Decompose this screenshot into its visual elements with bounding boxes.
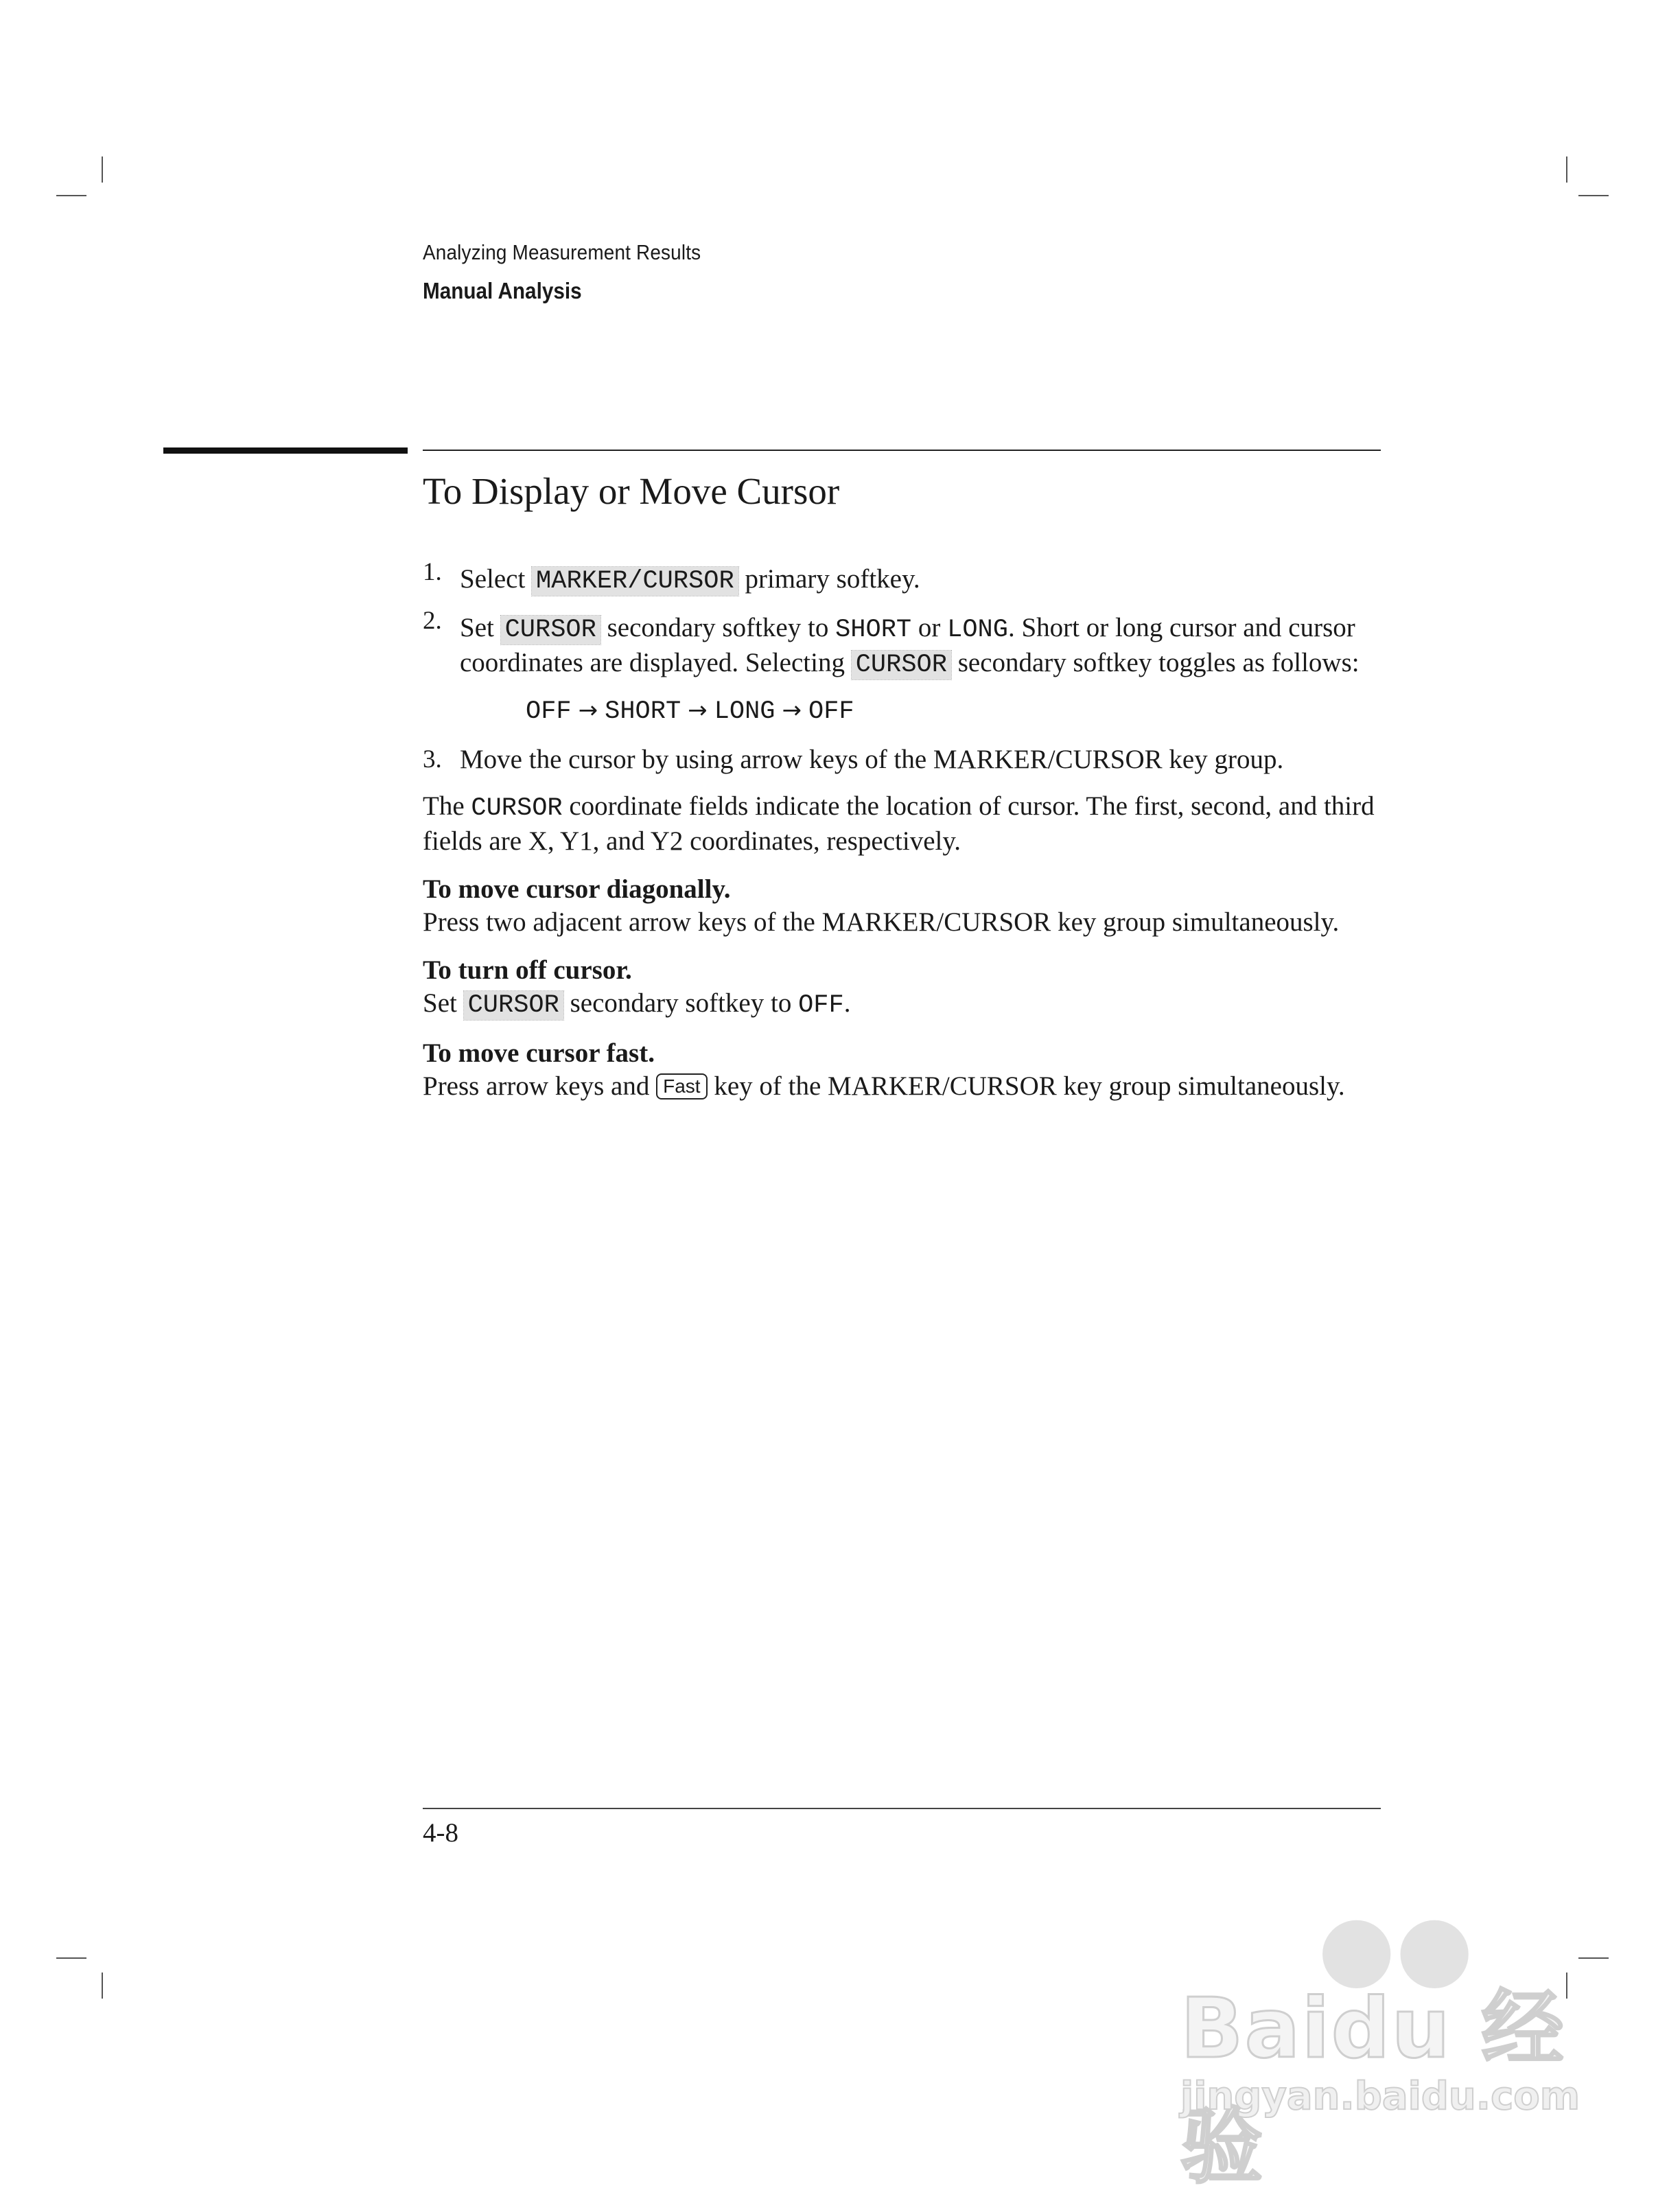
tip-text-part: . <box>843 988 851 1018</box>
watermark-brand: Baidu 经验 <box>1180 1981 1565 2195</box>
crop-mark <box>1578 195 1609 196</box>
crop-mark <box>102 1973 103 1999</box>
short-option: SHORT <box>835 616 912 644</box>
step-text: primary softkey. <box>745 564 920 594</box>
coordinate-description <box>423 790 1397 858</box>
tip-diagonal <box>423 873 1397 939</box>
step-text: Move the cursor by using arrow keys of the MARKER/CURSOR key group. <box>460 745 1284 774</box>
tip-text-part: Press arrow keys and <box>423 1071 650 1101</box>
crop-mark <box>1566 156 1567 183</box>
right-arrow-icon: → <box>782 697 802 724</box>
cursor-softkey[interactable]: CURSOR <box>852 651 951 679</box>
tip-fast <box>423 1037 1397 1103</box>
tip-text <box>423 1070 1397 1103</box>
long-option: LONG <box>947 616 1008 644</box>
tip-title: To move cursor diagonally. <box>423 874 731 904</box>
procedure-body <box>423 558 1397 1103</box>
cursor-softkey[interactable]: CURSOR <box>501 616 600 644</box>
tip-title: To turn off cursor. <box>423 955 632 985</box>
page-title: To Display or Move Cursor <box>423 470 840 512</box>
tip-text <box>423 987 1397 1022</box>
running-header-subsection: Manual Analysis <box>423 278 582 303</box>
step-text: secondary softkey to <box>607 613 829 642</box>
footer-rule <box>423 1808 1381 1809</box>
page-number: 4-8 <box>423 1818 458 1848</box>
right-arrow-icon: → <box>578 697 598 724</box>
toggle-sequence <box>526 694 1397 728</box>
tip-text-part: key of the MARKER/CURSOR key group simultaneously. <box>714 1071 1345 1101</box>
step-text: secondary softkey toggles as follows: <box>957 648 1360 677</box>
marker-cursor-softkey[interactable]: MARKER/CURSOR <box>532 567 738 596</box>
crop-mark <box>102 156 103 183</box>
crop-mark <box>56 195 86 196</box>
step-2 <box>423 607 1397 728</box>
toggle-state: OFF <box>526 697 572 726</box>
right-arrow-icon: → <box>688 697 708 724</box>
para-text: coordinate fields indicate the location of cursor. The first, second, and third fields are X, Y1, and Y2 coordinates, respectively. <box>423 791 1375 856</box>
step-number: 2. <box>423 607 442 635</box>
step-text: or <box>918 613 941 642</box>
step-number: 1. <box>423 558 442 586</box>
off-option: OFF <box>798 991 844 1020</box>
tip-turn-off <box>423 954 1397 1022</box>
tip-text-part: Set <box>423 988 457 1018</box>
tip-text: Press two adjacent arrow keys of the MARKER/CURSOR key group simultaneously. <box>423 907 1340 937</box>
tip-title: To move cursor fast. <box>423 1038 655 1068</box>
title-rule <box>423 450 1381 451</box>
cursor-field-code: CURSOR <box>471 794 563 823</box>
cursor-softkey[interactable]: CURSOR <box>464 991 563 1020</box>
tip-text-part: secondary softkey to <box>570 988 792 1018</box>
step-1 <box>423 558 1397 598</box>
fast-key[interactable]: Fast <box>656 1073 707 1100</box>
paw-print-icon: ●● <box>1318 1894 1473 1999</box>
para-text: The <box>423 791 465 821</box>
running-header-section: Analyzing Measurement Results <box>423 240 701 264</box>
watermark-url: jingyan.baidu.com <box>1180 2074 1580 2119</box>
toggle-state: LONG <box>714 697 775 726</box>
step-text: . Short or long cursor and cursor coordinates are displayed. Selecting <box>460 613 1355 677</box>
side-rule <box>163 447 408 454</box>
step-text: Set <box>460 613 494 642</box>
step-number: 3. <box>423 745 442 773</box>
crop-mark <box>56 1957 86 1959</box>
step-3 <box>423 743 1397 776</box>
watermark <box>1174 1894 1585 2195</box>
toggle-state: SHORT <box>605 697 681 726</box>
toggle-state: OFF <box>808 697 854 726</box>
step-text: Select <box>460 564 526 594</box>
